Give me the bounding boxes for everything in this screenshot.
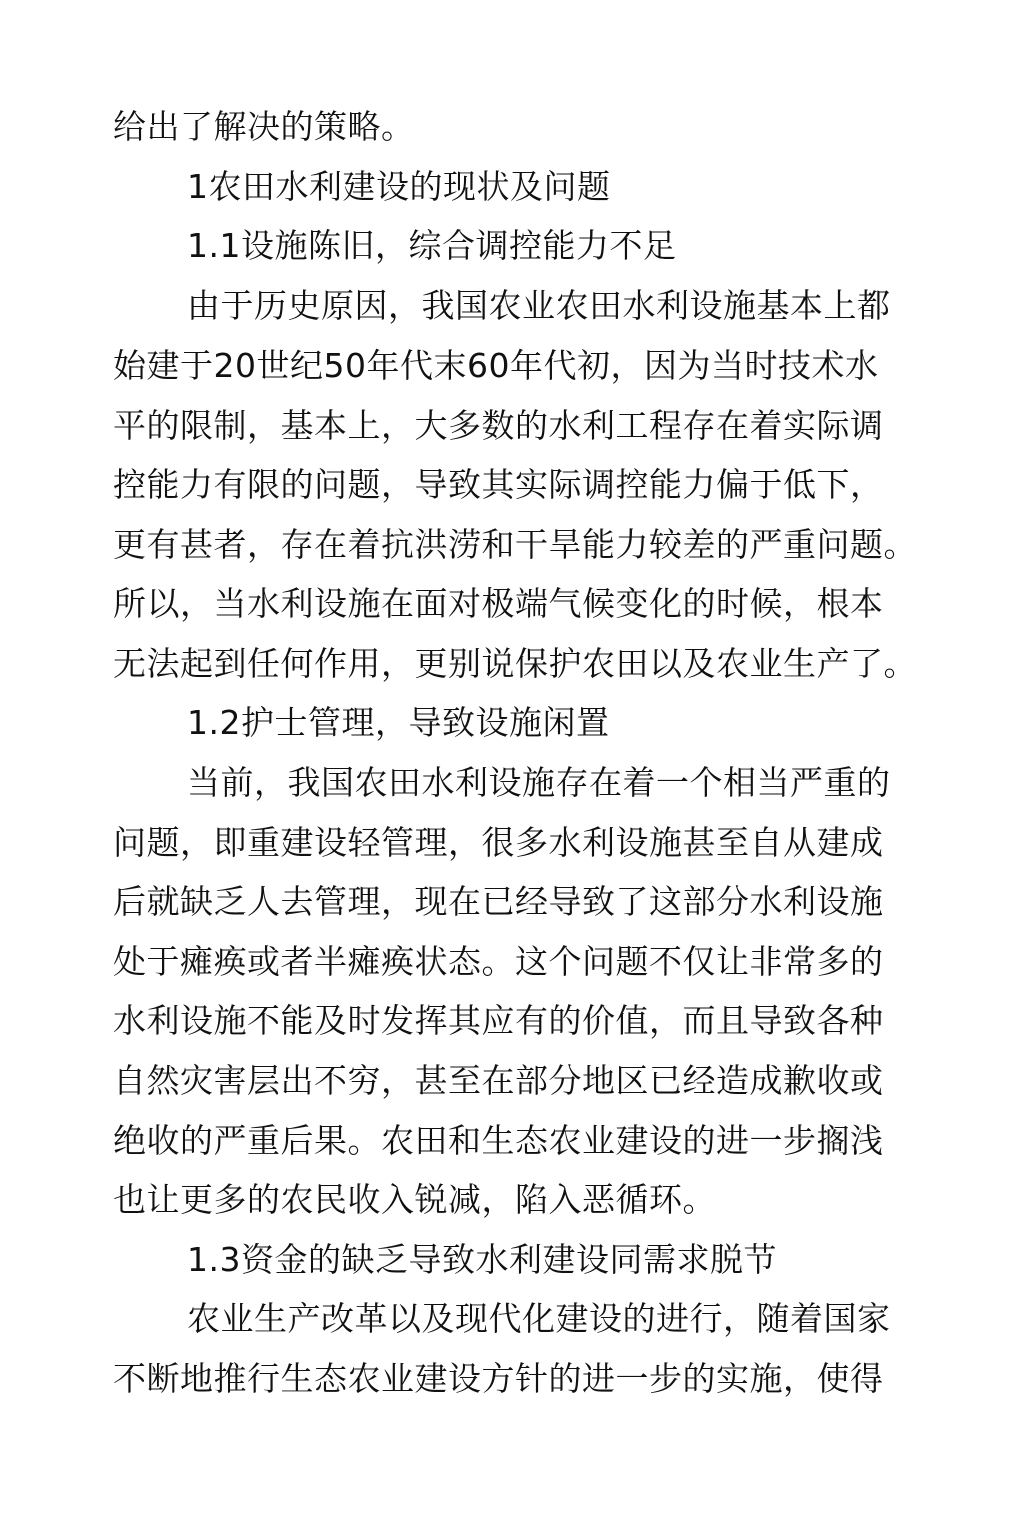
paragraph-line: 后就缺乏人去管理，现在已经导致了这部分水利设施 bbox=[113, 882, 884, 921]
paragraph-line: 所以，当水利设施在面对极端气候变化的时候，根本 bbox=[113, 584, 884, 623]
paragraph-line: 水利设施不能及时发挥其应有的价值，而且导致各种 bbox=[113, 1001, 884, 1040]
paragraph-line: 自然灾害层出不穷，甚至在部分地区已经造成歉收或 bbox=[113, 1061, 884, 1100]
paragraph-line: 绝收的严重后果。农田和生态农业建设的进一步搁浅 bbox=[113, 1121, 884, 1160]
subsection-heading: 1.3资金的缺乏导致水利建设同需求脱节 bbox=[187, 1240, 777, 1279]
subsection-heading: 1.2护士管理，导致设施闲置 bbox=[187, 703, 610, 742]
subsection-heading: 1.1设施陈旧，综合调控能力不足 bbox=[187, 226, 677, 265]
paragraph-line: 由于历史原因，我国农业农田水利设施基本上都 bbox=[187, 286, 891, 325]
paragraph-line: 控能力有限的问题，导致其实际调控能力偏于低下， bbox=[113, 465, 884, 504]
paragraph-line: 平的限制，基本上，大多数的水利工程存在着实际调 bbox=[113, 406, 884, 445]
paragraph-line: 处于瘫痪或者半瘫痪状态。这个问题不仅让非常多的 bbox=[113, 942, 884, 981]
paragraph-line: 也让更多的农民收入锐减，陷入恶循环。 bbox=[113, 1180, 716, 1219]
paragraph-line: 农业生产改革以及现代化建设的进行，随着国家 bbox=[187, 1299, 891, 1338]
paragraph-line: 无法起到任何作用，更别说保护农田以及农业生产了。 bbox=[113, 644, 917, 683]
section-heading: 1农田水利建设的现状及问题 bbox=[187, 167, 611, 206]
paragraph-line: 给出了解决的策略。 bbox=[113, 107, 415, 146]
paragraph-line: 问题，即重建设轻管理，很多水利设施甚至自从建成 bbox=[113, 823, 884, 862]
paragraph-line: 不断地推行生态农业建设方针的进一步的实施，使得 bbox=[113, 1359, 884, 1398]
paragraph-line: 更有甚者，存在着抗洪涝和干旱能力较差的严重问题。 bbox=[113, 525, 917, 564]
paragraph-line: 当前，我国农田水利设施存在着一个相当严重的 bbox=[187, 763, 891, 802]
paragraph-line: 始建于20世纪50年代末60年代初，因为当时技术水 bbox=[113, 346, 879, 385]
